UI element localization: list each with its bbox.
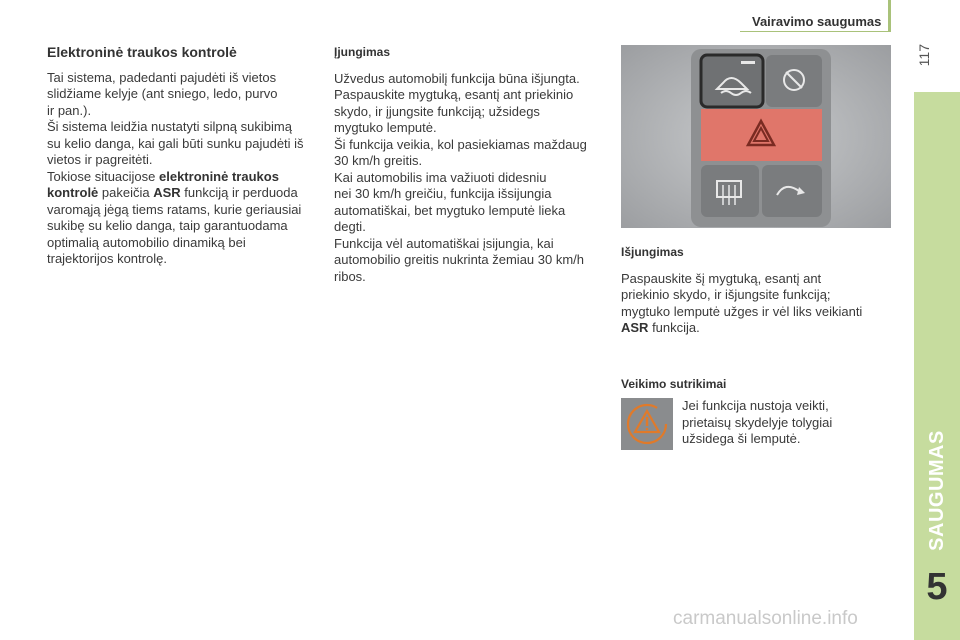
text-line: optimalią automobilio dinamiką bei — [47, 234, 246, 250]
text-line: užsidega ši lemputė. — [682, 431, 801, 446]
text-line: kontrolė pakeičia ASR funkciją ir perduoda — [47, 185, 298, 200]
text-line: automatiškai, bet mygtuko lemputė lieka — [334, 202, 566, 218]
text-line: skydo, ir įjungsite funkciją; užsidegs — [334, 103, 540, 119]
chapter-side-tab — [914, 92, 960, 640]
text-line: vietos ir pagreitėti. — [47, 152, 153, 167]
subsection-heading: Išjungimas — [621, 245, 684, 259]
fault-heading-block — [621, 376, 889, 393]
text-line: Ši funkcija veikia, kol pasiekiamas maždaug — [334, 136, 587, 152]
text-line: mygtuko lemputė. — [334, 120, 437, 135]
text-line: ribos. — [334, 268, 366, 284]
subsection-heading: Įjungimas — [334, 45, 391, 59]
traction-control-button-icon — [701, 55, 763, 107]
header-title: Vairavimo saugumas — [752, 14, 882, 29]
text-line: nei 30 km/h greičiu, funkcija išsijungia — [334, 186, 552, 201]
text-line: Paspauskite šį mygtuką, esantį ant — [621, 270, 822, 286]
text-line: degti. — [334, 219, 366, 234]
section-heading: Elektroninė traukos kontrolė — [47, 44, 237, 60]
text-line: mygtuko lemputė užges ir vėl liks veikianti — [621, 303, 863, 319]
text-line: slidžiame kelyje (ant sniego, ledo, purvo — [47, 86, 278, 101]
text-line: Tai sistema, padedanti pajudėti iš vietos — [47, 69, 277, 85]
text-line: trajektorijos kontrolę. — [47, 251, 167, 266]
text-line: Tokiose situacijose elektroninė traukos — [47, 168, 279, 184]
text-line: automobilio greitis nukrinta žemiau 30 km/h — [334, 252, 585, 267]
chapter-label: SAUGUMAS — [925, 429, 948, 551]
text-line: 30 km/h greitis. — [334, 153, 423, 168]
ventilation-button-icon — [762, 165, 822, 217]
watermark: carmanualsonline.info — [673, 608, 858, 629]
text-line: ir pan.). — [47, 102, 92, 118]
header-divider — [740, 31, 888, 32]
text-line: Ši sistema leidžia nustatyti silpną sukibimą — [47, 119, 292, 134]
text-line: Kai automobilis ima važiuoti didesniu — [334, 169, 547, 185]
text-line: priekinio skydo, ir išjungsite funkciją; — [621, 287, 831, 302]
page-number: 117 — [916, 44, 932, 67]
warning-triangle-icon — [621, 398, 673, 450]
text-line: prietaisų skydelyje tolygiai — [682, 414, 833, 430]
fault-text — [682, 398, 882, 448]
text-line: Funkcija vėl automatiškai įsijungia, kai — [334, 235, 554, 251]
text-line: Paspauskite mygtuką, esantį ant priekinio — [334, 87, 574, 102]
text-line: varomąją jėgą tiems ratams, kurie geriausiai — [47, 201, 302, 217]
chapter-number: 5 — [926, 566, 948, 608]
column-activation — [334, 44, 606, 285]
text-line: Jei funkcija nustoja veikti, — [682, 398, 829, 413]
dashboard-button-photo — [621, 45, 891, 228]
column-traction-intro — [47, 44, 322, 268]
subsection-heading: Veikimo sutrikimai — [621, 377, 727, 391]
text-line: ASR funkcija. — [621, 320, 700, 335]
text-line: Užvedus automobilį funkcija būna išjungta. — [334, 70, 580, 86]
header-tick — [888, 0, 891, 32]
text-line: su kelio danga, kai gali būti sunku pajudėti iš — [47, 135, 304, 151]
rear-defrost-button-icon — [701, 165, 759, 217]
text-line: sukibę su kelio danga, taip garantuodama — [47, 218, 288, 233]
column-deactivation — [621, 244, 889, 337]
esp-off-button-icon — [766, 55, 822, 107]
hazard-button-icon — [701, 109, 822, 161]
